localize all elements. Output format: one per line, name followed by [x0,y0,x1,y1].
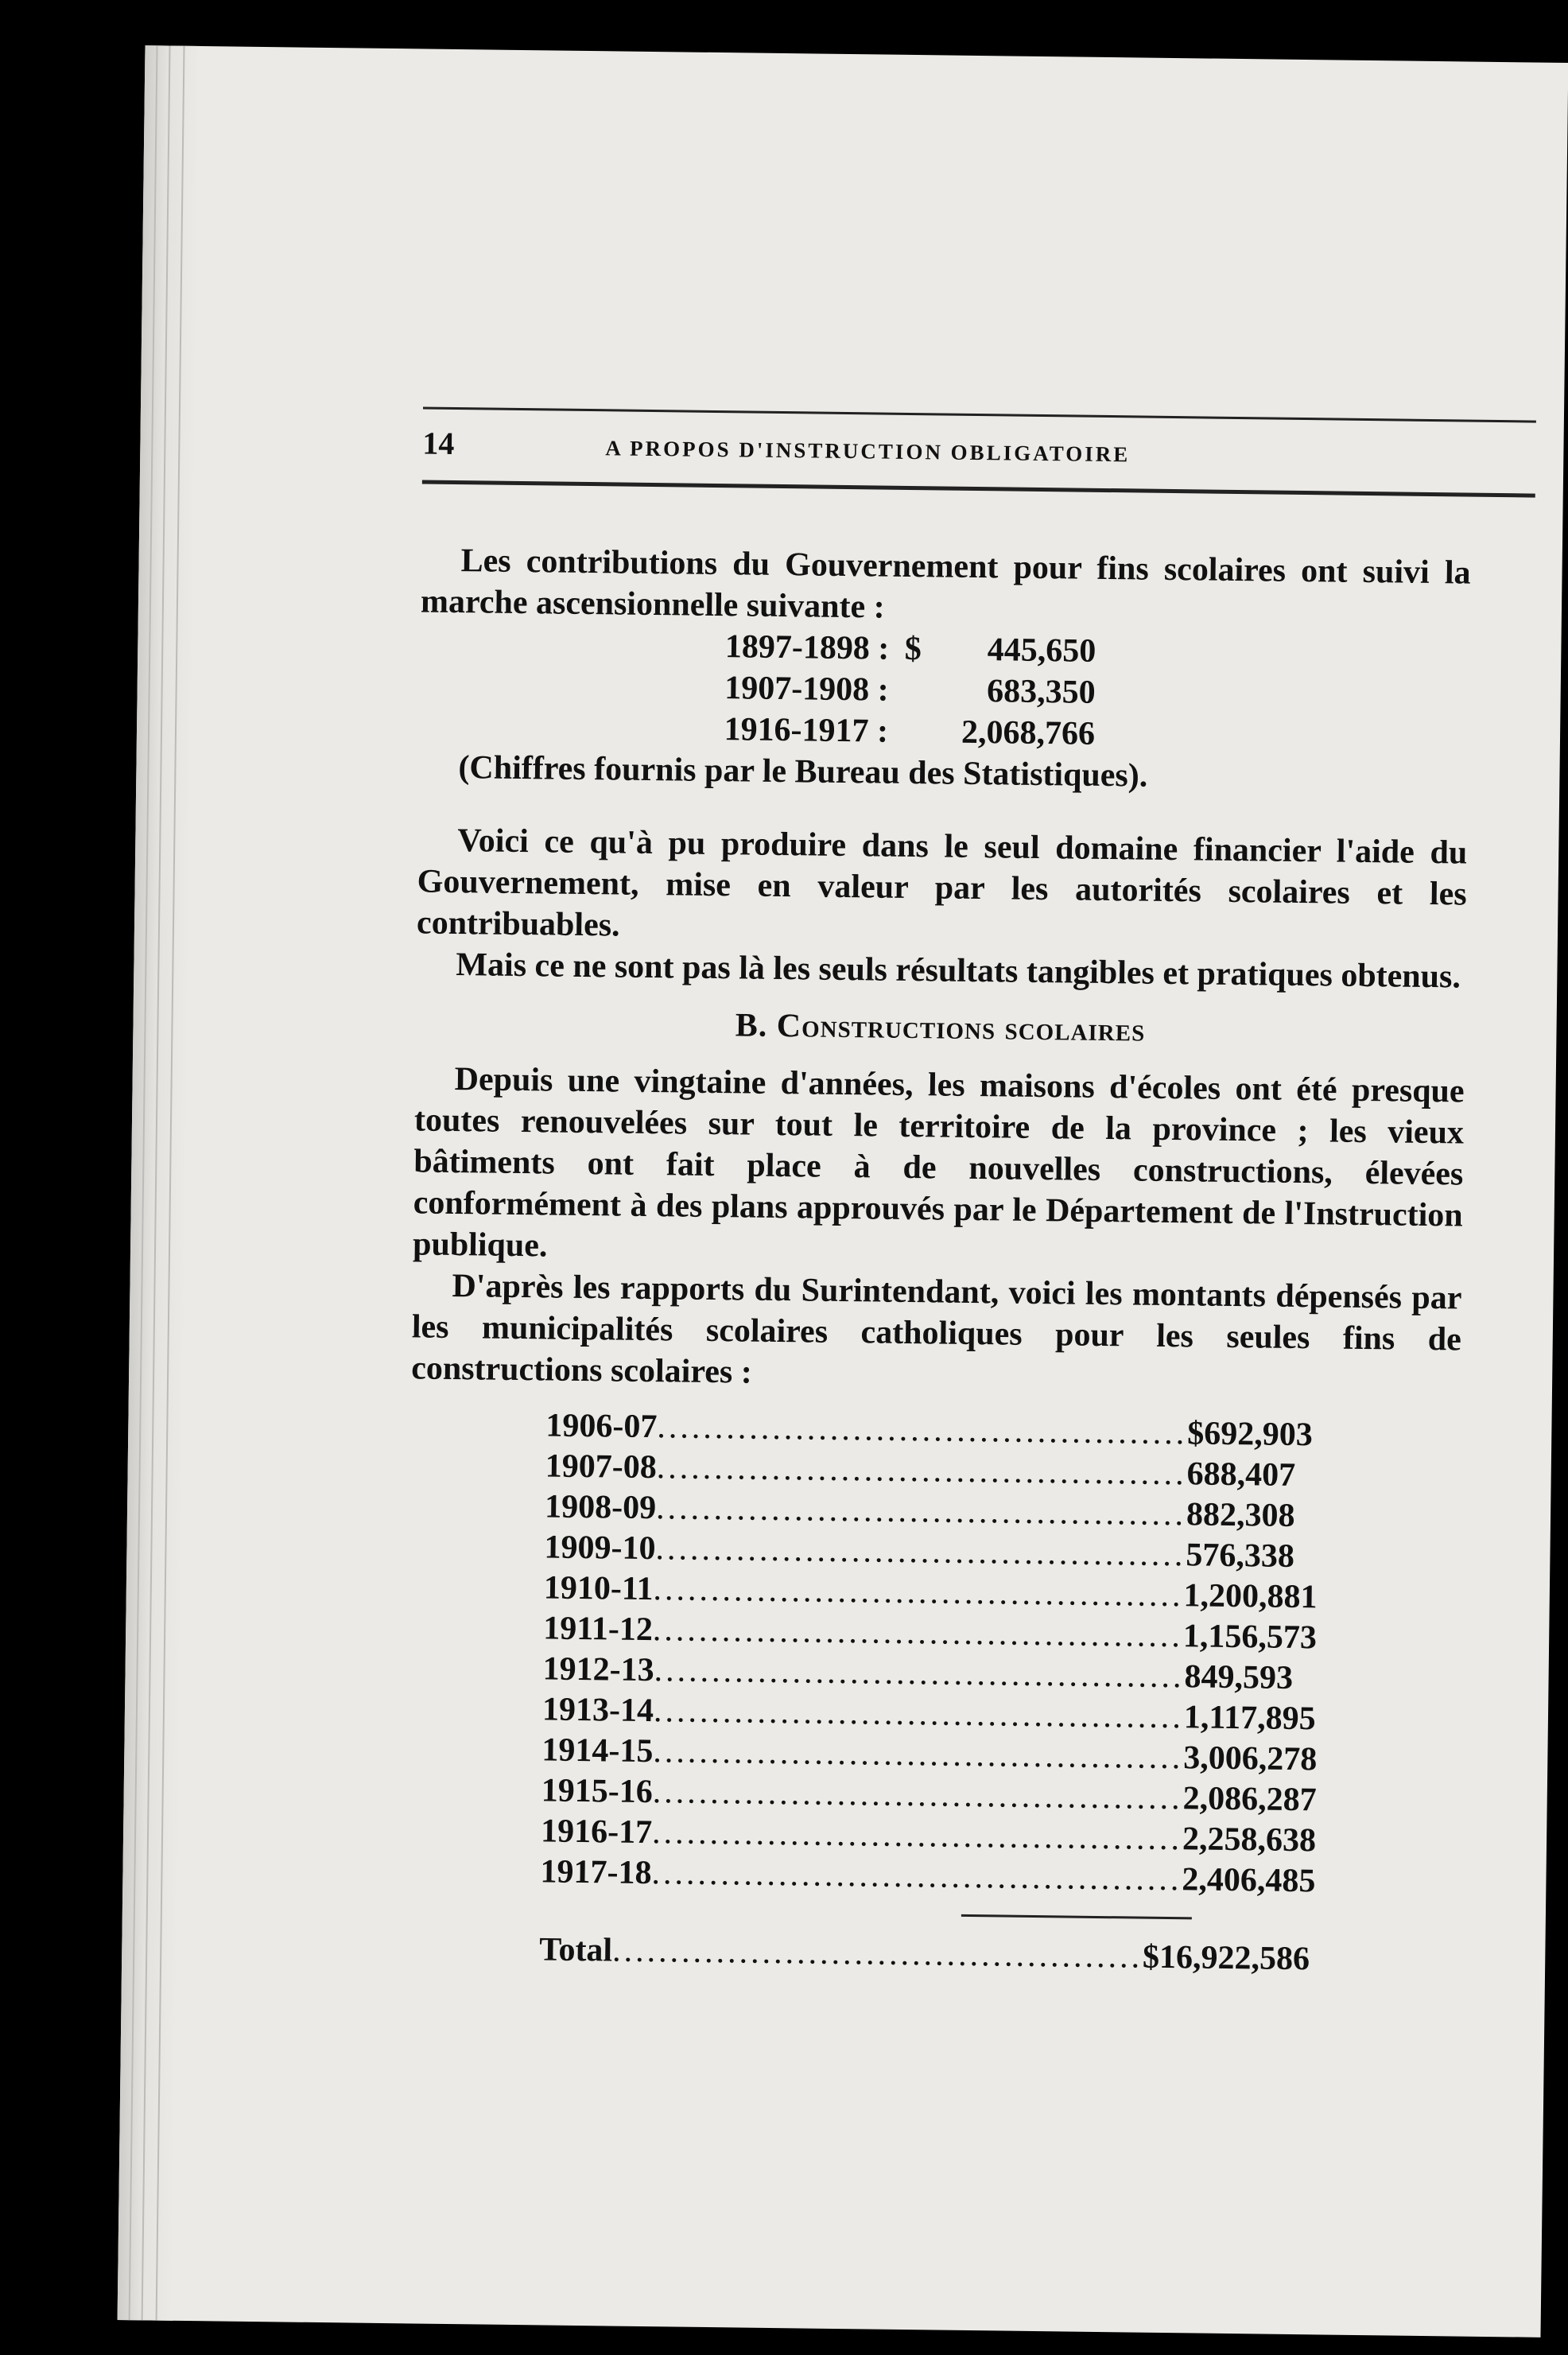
amount-cell: 683,350 [986,673,1096,711]
spine-line [142,46,171,2321]
year-cell: 1907-1908 : [724,670,889,709]
table-row [540,1810,1317,1860]
amount-cell: 2,406,485 [1182,1861,1316,1900]
year-cell: 1914-15 [541,1731,654,1770]
year-cell: 1906-07 [545,1407,658,1446]
amount-cell: 692,903 [1204,1415,1314,1454]
table-row [541,1689,1316,1738]
construction-expenses-table [539,1405,1318,1978]
amount-cell: 576,338 [1186,1537,1295,1575]
paragraph-reports: D'après les rapports du Surintendant, voici les montants dépensés par les municipalités scolaires catholiques pour les seules fins de constructions scolaires : [410,1268,1462,1391]
amount-cell: 1,117,895 [1183,1699,1316,1738]
currency-cell: $ [904,630,922,668]
total-row [539,1929,1310,1978]
year-cell: 1907-08 [545,1448,658,1486]
amount-cell: 1,156,573 [1182,1618,1318,1657]
page-content [410,360,1536,1978]
page-number: 14 [422,425,455,461]
amount-cell: 445,650 [987,631,1096,670]
total-rule [961,1914,1192,1920]
currency-cell: $ [1187,1415,1205,1452]
amount-cell: 2,258,638 [1182,1821,1317,1860]
leader-dots: .............................................. [655,1490,1187,1533]
amount-cell: 3,006,278 [1183,1739,1318,1778]
table-row [545,1445,1296,1494]
currency-cell [888,670,937,712]
page-header [422,360,1536,467]
table-row [540,1851,1316,1900]
year-cell: 1916-17 [540,1813,653,1852]
header-rule-bottom [422,480,1535,497]
amount-cell: 1,200,881 [1183,1577,1318,1616]
year-cell: 1911-12 [542,1610,654,1649]
year-cell: 1897-1898 : [724,628,890,667]
leader-dots: .............................................. [651,1814,1183,1858]
leader-dots: .............................................. [655,1530,1186,1574]
leader-dots: .............................................. [653,1733,1184,1777]
table-row [542,1648,1294,1696]
amount-cell: 849,593 [1184,1658,1294,1696]
running-title: A PROPOS D'INSTRUCTION OBLIGATOIRE [605,436,1131,467]
table-row [543,1567,1318,1616]
leader-dots: .............................................. [653,1692,1185,1736]
paragraph-contributions: Les contributions du Gouvernement pour fins scolaires ont suivi la marche ascensionnelle suivante : [420,542,1471,626]
header-rule-top [423,406,1536,422]
spine-line [129,45,158,2320]
paragraph-financial: Voici ce qu'à pu produire dans le seul domaine financier l'aide du Gouvernement, mise en valeur par les autorités scolaires et les contribuables. [416,822,1468,944]
amount-cell: 882,308 [1186,1496,1295,1534]
table-row [541,1729,1318,1778]
paragraph-buildings: Depuis une vingtaine d'années, les maisons d'écoles ont été presque toutes renouvelées sur tout le territoire de la province ; les vieux bâtiments ont fait place à de nouvelles constructions, élevées conformément à des plans approuvés par le Département de l'Instruction publique. [412,1061,1465,1265]
total-label: Total [539,1931,613,1969]
leader-dots: .............................................. [654,1652,1185,1696]
paragraph-results: Mais ce ne sont pas là les seuls résultats tangibles et pratiques obtenus. [456,946,1461,996]
leader-dots: .............................................. [652,1611,1184,1655]
year-cell: 1912-13 [542,1650,654,1689]
year-cell: 1910-11 [543,1569,654,1608]
year-cell: 1913-14 [541,1691,654,1730]
leader-dots: .............................................. [653,1571,1184,1615]
spine-line [156,46,185,2321]
leader-dots: .............................................. [656,1449,1187,1493]
leader-dots: .............................................. [657,1409,1188,1452]
section-heading: B. Constructions scolaires [735,1007,1146,1049]
scanned-page [118,45,1568,2338]
amount-cell: 2,068,766 [961,713,1096,752]
total-amount: $16,922,586 [1142,1938,1310,1978]
source-note: (Chiffres fournis par le Bureau des Statistiques). [458,749,1148,795]
amount-cell: 2,086,287 [1182,1780,1317,1819]
leader-dots: .............................................. [652,1774,1183,1817]
table-row [541,1770,1317,1819]
year-cell: 1909-10 [544,1529,656,1568]
amount-cell: 688,407 [1186,1455,1296,1494]
year-cell: 1915-16 [541,1772,654,1811]
table-row [544,1486,1295,1534]
year-cell: 1917-18 [540,1853,652,1892]
year-cell: 1916-1917 : [724,711,889,750]
page-body [404,539,1471,1980]
leader-dots: .............................................. [651,1855,1182,1898]
year-cell: 1908-09 [544,1488,657,1527]
gov-contributions-table [705,626,1470,760]
book-spine-edge [118,45,201,2321]
leader-dots: .............................................. [611,1932,1143,1976]
table-row [545,1405,1314,1454]
table-row [542,1607,1318,1657]
currency-cell [888,711,937,753]
table-row [544,1526,1295,1575]
